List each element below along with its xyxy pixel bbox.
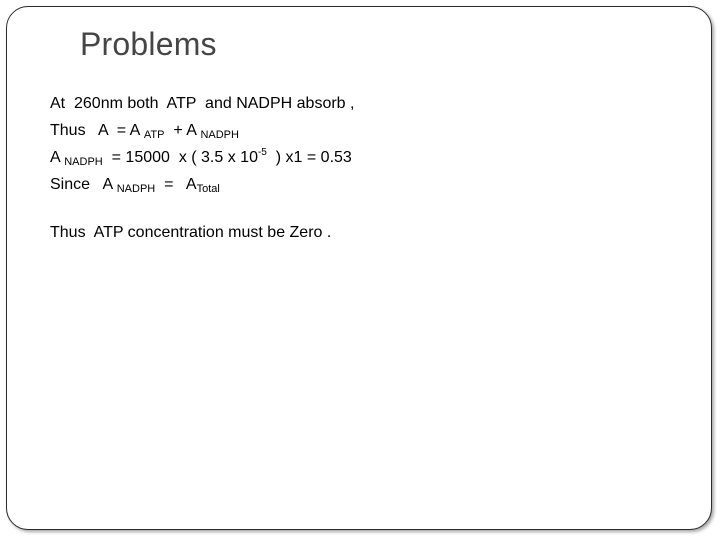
body-line-conclusion: Thus ATP concentration must be Zero .: [50, 224, 332, 241]
subscript-atp: ATP: [143, 129, 165, 141]
subscript-total: Total: [196, 183, 220, 195]
body-line-since: [50, 175, 220, 195]
subscript-nadph: NADPH: [200, 129, 239, 141]
slide-title: Problems: [80, 26, 217, 62]
body-line-nadph-calculation: [50, 148, 352, 168]
line-text: = A: [155, 176, 197, 193]
line-text: ) x1 = 0.53: [266, 149, 352, 166]
subscript-nadph: NADPH: [64, 156, 103, 168]
body-line-absorb: At 260nm both ATP and NADPH absorb ,: [50, 95, 355, 112]
line-text: = 15000 x ( 3.5 x 10: [102, 149, 258, 166]
slide-frame: [6, 6, 712, 530]
line-text: Thus A = A: [50, 122, 144, 139]
subscript-nadph: NADPH: [116, 183, 156, 195]
line-text: Since A: [50, 176, 117, 193]
line-text: A: [50, 149, 65, 166]
superscript-exponent: -5: [257, 147, 267, 158]
body-line-total-absorbance: [50, 121, 239, 141]
line-text: + A: [164, 122, 201, 139]
